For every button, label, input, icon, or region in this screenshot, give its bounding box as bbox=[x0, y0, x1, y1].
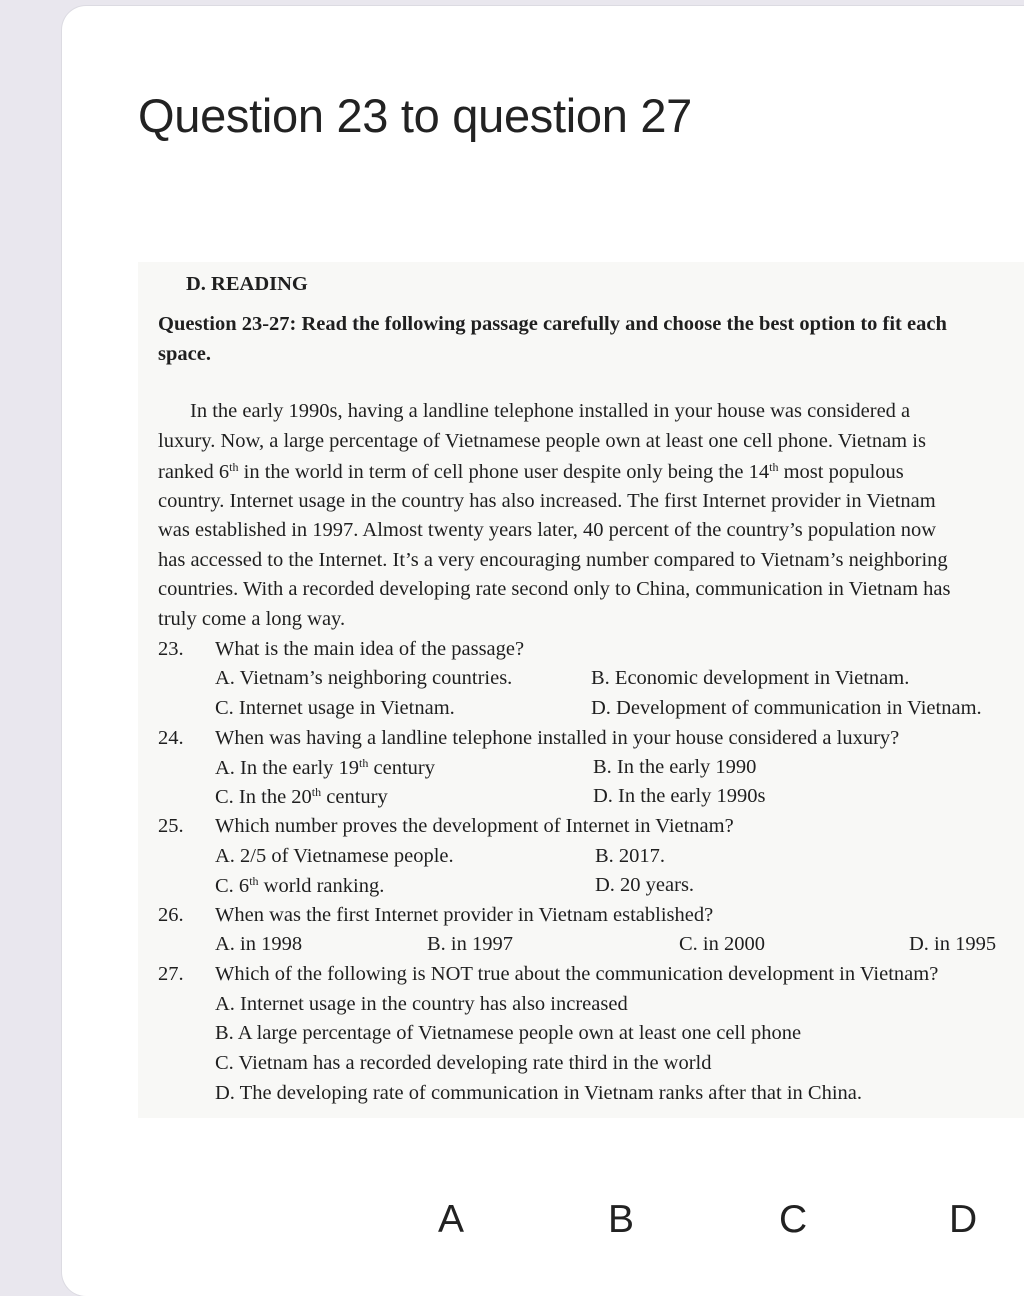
answer-choice-c[interactable]: C bbox=[779, 1198, 808, 1241]
option-a[interactable]: A. Vietnam’s neighboring countries. bbox=[215, 667, 513, 689]
option-c[interactable]: C. in 2000 bbox=[679, 933, 765, 955]
passage-line: truly come a long way. bbox=[158, 608, 346, 630]
option-d[interactable]: D. The developing rate of communication in Vietnam ranks after that in China. bbox=[215, 1082, 863, 1104]
option-text: C. In the 20 bbox=[215, 786, 312, 808]
option-d[interactable]: D. In the early 1990s bbox=[593, 785, 766, 807]
question-number: 25. bbox=[158, 815, 184, 837]
passage-line: country. Internet usage in the country has also increased. The first Internet provider in Vietnam bbox=[158, 490, 936, 512]
superscript: th bbox=[249, 874, 259, 888]
option-b[interactable]: B. in 1997 bbox=[427, 933, 513, 955]
passage-text: in the world in term of cell phone user despite only being the 14 bbox=[238, 461, 770, 483]
option-text: C. 6 bbox=[215, 875, 250, 897]
option-c[interactable]: C. Vietnam has a recorded developing rate third in the world bbox=[215, 1052, 712, 1074]
option-d[interactable]: D. in 1995 bbox=[909, 933, 997, 955]
instruction-line: space. bbox=[158, 343, 211, 365]
option-text: world ranking. bbox=[258, 875, 385, 897]
option-a[interactable]: A. 2/5 of Vietnamese people. bbox=[215, 845, 454, 867]
superscript: th bbox=[769, 460, 779, 474]
page-title: Question 23 to question 27 bbox=[138, 89, 692, 142]
section-heading: D. READING bbox=[186, 273, 308, 295]
instruction-line: Question 23-27: Read the following passage carefully and choose the best option to fit each bbox=[158, 313, 947, 335]
answer-choice-b[interactable]: B bbox=[608, 1198, 635, 1241]
passage-line: has accessed to the Internet. It’s a very encouraging number compared to Vietnam’s neighboring bbox=[158, 549, 948, 571]
superscript: th bbox=[311, 785, 322, 799]
option-a[interactable] bbox=[215, 756, 435, 780]
question-text: Which of the following is NOT true about the communication development in Vietnam? bbox=[215, 963, 939, 985]
question-text: Which number proves the development of Internet in Vietnam? bbox=[215, 815, 734, 837]
answer-choice-d[interactable]: D bbox=[949, 1198, 978, 1241]
option-b[interactable]: B. Economic development in Vietnam. bbox=[591, 667, 910, 689]
passage-line: luxury. Now, a large percentage of Vietnamese people own at least one cell phone. Vietnam is bbox=[158, 430, 926, 452]
option-a[interactable]: A. Internet usage in the country has also increased bbox=[215, 993, 628, 1015]
passage-line bbox=[158, 460, 904, 484]
option-a[interactable]: A. in 1998 bbox=[215, 933, 303, 955]
option-b[interactable]: B. In the early 1990 bbox=[593, 756, 757, 778]
superscript: th bbox=[359, 756, 369, 770]
question-number: 27. bbox=[158, 963, 184, 985]
option-b[interactable]: B. 2017. bbox=[595, 845, 666, 867]
option-d[interactable]: D. Development of communication in Vietnam. bbox=[591, 697, 982, 719]
answer-choice-a[interactable]: A bbox=[438, 1198, 465, 1241]
passage-line: countries. With a recorded developing rate second only to China, communication in Vietnam has bbox=[158, 578, 951, 600]
option-text: A. In the early 19 bbox=[215, 757, 360, 779]
option-c[interactable] bbox=[215, 874, 384, 898]
question-number: 26. bbox=[158, 904, 184, 926]
passage-line: was established in 1997. Almost twenty years later, 40 percent of the country’s population now bbox=[158, 519, 937, 541]
question-number: 23. bbox=[158, 638, 184, 660]
option-text: century bbox=[368, 757, 435, 779]
passage-text: most populous bbox=[778, 461, 904, 483]
option-d[interactable]: D. 20 years. bbox=[595, 874, 695, 896]
passage-text: ranked 6 bbox=[158, 461, 230, 483]
option-c[interactable] bbox=[215, 785, 388, 809]
question-image bbox=[138, 262, 1024, 1118]
passage-line: In the early 1990s, having a landline telephone installed in your house was considered a bbox=[190, 400, 911, 422]
question-text: When was the first Internet provider in Vietnam established? bbox=[215, 904, 714, 926]
option-text: century bbox=[321, 786, 388, 808]
option-b[interactable]: B. A large percentage of Vietnamese people own at least one cell phone bbox=[215, 1022, 802, 1044]
question-text: When was having a landline telephone installed in your house considered a luxury? bbox=[215, 727, 900, 749]
option-c[interactable]: C. Internet usage in Vietnam. bbox=[215, 697, 455, 719]
superscript: th bbox=[229, 460, 239, 474]
question-number: 24. bbox=[158, 727, 184, 749]
question-text: What is the main idea of the passage? bbox=[215, 638, 525, 660]
